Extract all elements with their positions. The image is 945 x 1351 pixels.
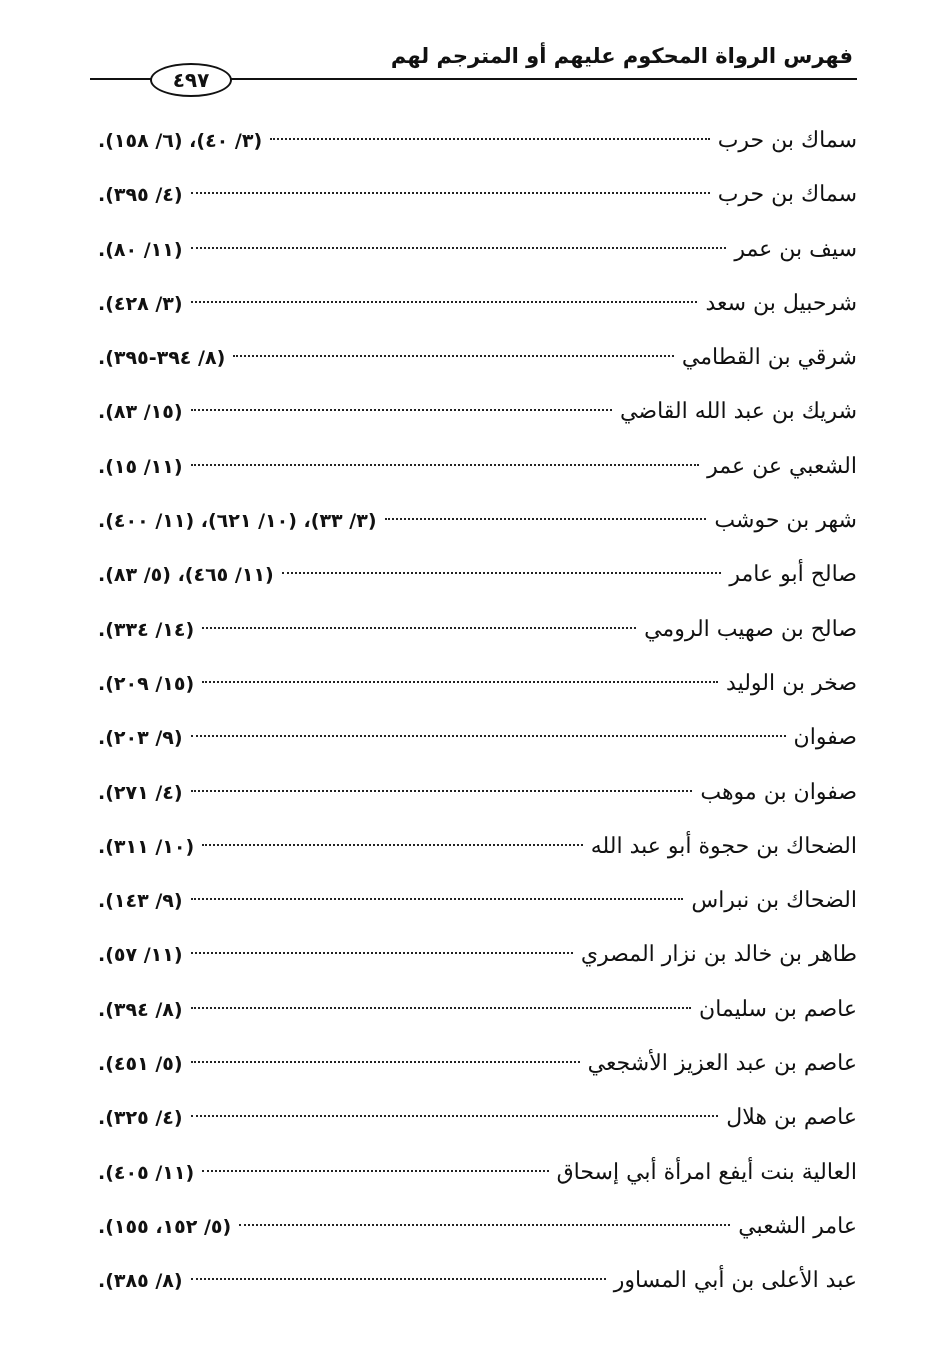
narrator-name: شهر بن حوشب: [714, 508, 857, 534]
index-entry: [98, 1254, 857, 1308]
narrator-name: صالح أبو عامر: [729, 562, 857, 588]
dot-leader: [202, 627, 636, 629]
dot-leader: [282, 572, 722, 574]
index-entry: [98, 766, 857, 820]
volume-page-refs: (٩/ ١٤٣).: [98, 890, 183, 913]
narrator-name: عاصم بن سليمان: [699, 996, 857, 1022]
dot-leader: [202, 844, 583, 846]
narrator-name: الضحاك بن نبراس: [691, 888, 857, 914]
index-entry: [98, 331, 857, 385]
volume-page-refs: (٩/ ٢٠٣).: [98, 727, 183, 750]
dot-leader: [202, 681, 718, 683]
volume-page-refs: (٣/ ٣٣)، (١٠/ ٦٢١)، (١١/ ٤٠٠).: [98, 510, 377, 533]
volume-page-refs: (٨/ ٣٩٤-٣٩٥).: [98, 347, 226, 370]
dot-leader: [191, 1061, 580, 1063]
narrator-index-list: [98, 114, 857, 1309]
index-entry: [98, 1037, 857, 1091]
dot-leader: [385, 518, 707, 520]
volume-page-refs: (٣/ ٤٢٨).: [98, 292, 183, 315]
narrator-name: الشعبي عن عمر: [707, 453, 857, 479]
narrator-name: صفوان بن موهب: [700, 779, 857, 805]
volume-page-refs: (٤/ ٢٧١).: [98, 781, 183, 804]
narrator-name: شرقي بن القطامي: [681, 345, 857, 371]
volume-page-refs: (١٤/ ٣٣٤).: [98, 618, 195, 641]
narrator-name: صخر بن الوليد: [726, 670, 857, 696]
dot-leader: [191, 1007, 691, 1009]
index-entry: [98, 603, 857, 657]
index-entry: [98, 494, 857, 548]
volume-page-refs: (١٠/ ٣١١).: [98, 835, 195, 858]
volume-page-refs: (٨/ ٣٩٤).: [98, 998, 183, 1021]
narrator-name: شريك بن عبد الله القاضي: [620, 399, 857, 425]
narrator-name: سماك بن حرب: [717, 128, 857, 153]
narrator-name: سيف بن عمر: [734, 236, 857, 262]
index-entry: [98, 1146, 857, 1200]
volume-page-refs: (٤/ ٣٩٥).: [98, 184, 183, 207]
dot-leader: [191, 464, 700, 466]
dot-leader: [270, 138, 710, 140]
index-entry: [98, 874, 857, 928]
volume-page-refs: (١١/ ٨٠).: [98, 238, 183, 261]
volume-page-refs: (٥/ ٤٥١).: [98, 1053, 183, 1076]
dot-leader: [202, 1170, 548, 1172]
dot-leader: [233, 355, 674, 357]
index-entry: [98, 657, 857, 711]
volume-page-refs: (٤/ ٣٢٥).: [98, 1107, 183, 1130]
narrator-name: عبد الأعلى بن أبي المساور: [613, 1268, 857, 1294]
page-number-badge: ٤٩٧: [150, 63, 232, 97]
index-entry: [98, 440, 857, 494]
volume-page-refs: (١١/ ٤٦٥)، (٥/ ٨٣).: [98, 564, 274, 587]
volume-page-refs: (١٥/ ٨٣).: [98, 401, 183, 424]
dot-leader: [239, 1224, 730, 1226]
volume-page-refs: (١١/ ٤٠٥).: [98, 1161, 195, 1184]
dot-leader: [191, 952, 573, 954]
dot-leader: [191, 735, 786, 737]
dot-leader: [191, 898, 684, 900]
narrator-name: عاصم بن هلال: [726, 1105, 857, 1131]
index-entry: [98, 1200, 857, 1254]
dot-leader: [191, 301, 698, 303]
index-entry: [98, 168, 857, 222]
volume-page-refs: (٨/ ٣٨٥).: [98, 1270, 183, 1293]
narrator-name: عاصم بن عبد العزيز الأشجعي: [587, 1051, 857, 1077]
index-entry: [98, 711, 857, 765]
narrator-name: شرحبيل بن سعد: [705, 290, 857, 316]
narrator-name: العالية بنت أيفع امرأة أبي إسحاق: [556, 1159, 857, 1185]
dot-leader: [191, 247, 727, 249]
narrator-name: عامر الشعبي: [738, 1213, 857, 1239]
page-header: [90, 38, 857, 98]
narrator-name: طاهر بن خالد بن نزار المصري: [580, 942, 857, 968]
index-entry: [98, 114, 857, 168]
running-head-title: فهرس الرواة المحكوم عليهم أو المترجم لهم: [390, 44, 853, 68]
index-entry: [98, 983, 857, 1037]
dot-leader: [191, 790, 693, 792]
index-entry: [98, 223, 857, 277]
narrator-name: صالح بن صهيب الرومي: [644, 616, 857, 642]
volume-page-refs: (١١/ ١٥).: [98, 455, 183, 478]
index-entry: [98, 1091, 857, 1145]
index-entry: [98, 385, 857, 439]
dot-leader: [191, 409, 612, 411]
narrator-name: صفوان: [793, 725, 857, 751]
volume-page-refs: (٥/ ١٥٢، ١٥٥).: [98, 1215, 232, 1238]
index-entry: [98, 548, 857, 602]
index-entry: [98, 928, 857, 982]
dot-leader: [191, 1278, 606, 1280]
dot-leader: [191, 1115, 719, 1117]
narrator-name: سماك بن حرب: [717, 182, 857, 208]
volume-page-refs: (١٥/ ٢٠٩).: [98, 672, 195, 695]
index-entry: [98, 277, 857, 331]
narrator-name: الضحاك بن حجوة أبو عبد الله: [590, 833, 857, 859]
volume-page-refs: (٣/ ٤٠)، (٦/ ١٥٨).: [98, 130, 263, 152]
index-entry: [98, 820, 857, 874]
volume-page-refs: (١١/ ٥٧).: [98, 944, 183, 967]
dot-leader: [191, 192, 710, 194]
